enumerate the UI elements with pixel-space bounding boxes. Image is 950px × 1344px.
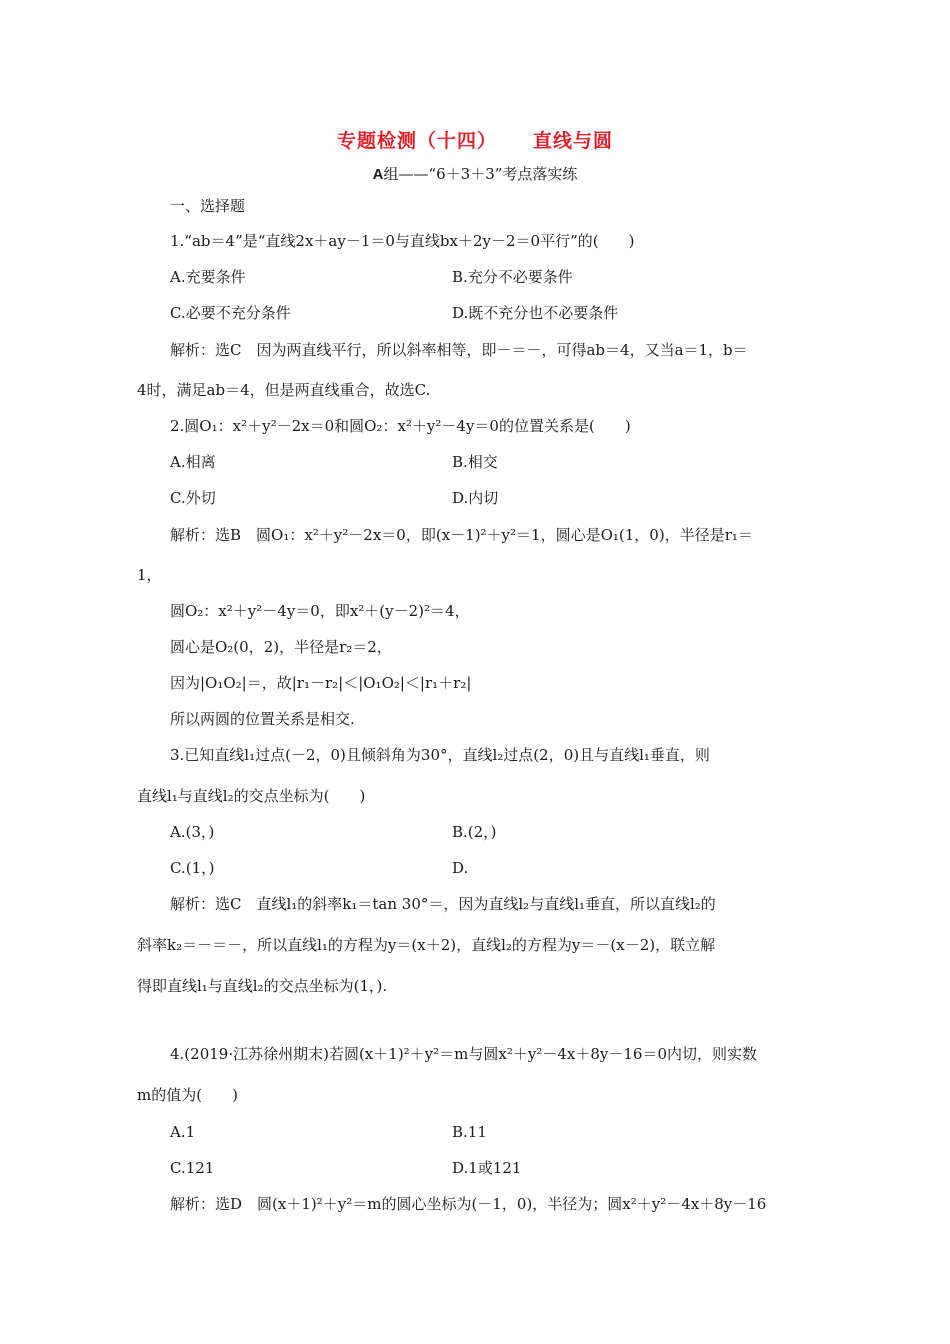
q2-option-a: A.相离 — [170, 453, 216, 471]
q1-stem: 1.“ab＝4”是“直线2x＋ay－1＝0与直线bx＋2y－2＝0平行”的( ) — [170, 232, 635, 250]
q3-solution-line: 得即直线l₁与直线l₂的交点坐标为(1，). — [137, 977, 388, 995]
q2-solution-line: 所以两圆的位置关系是相交. — [170, 710, 355, 728]
q1-solution-line: 4时，满足ab＝4，但是两直线重合，故选C. — [137, 381, 431, 399]
q1-option-b: B.充分不必要条件 — [452, 268, 573, 286]
q2-solution-line: 圆心是O₂(0，2)，半径是r₂＝2， — [170, 638, 392, 656]
q3-solution-line: 斜率k₂＝－＝－，所以直线l₁的方程为y＝(x＋2)，直线l₂的方程为y＝－(x－2)，联立解 — [137, 936, 716, 954]
q3-option-c: C.(1，) — [170, 859, 215, 877]
page-title: 专题检测（十四） 直线与圆 — [336, 130, 614, 152]
q3-option-b: B.(2，) — [452, 823, 497, 841]
q2-solution-line: 因为|O₁O₂|＝，故|r₁－r₂|＜|O₁O₂|＜|r₁＋r₂| — [170, 674, 472, 692]
q2-option-c: C.外切 — [170, 489, 216, 507]
q1-option-c: C.必要不充分条件 — [170, 304, 291, 322]
q4-stem: 4.(2019·江苏徐州期末)若圆(x＋1)²＋y²＝m与圆x²＋y²－4x＋8y－16＝0内切，则实数 — [170, 1045, 758, 1063]
q2-option-b: B.相交 — [452, 453, 498, 471]
q4-solution-line: 解析：选D 圆(x＋1)²＋y²＝m的圆心坐标为(－1，0)，半径为；圆x²＋y²－4x＋8y－16 — [170, 1195, 767, 1213]
q4-stem: m的值为( ) — [137, 1086, 238, 1104]
q2-solution-line: 1， — [137, 566, 162, 584]
q3-stem: 直线l₁与直线l₂的交点坐标为( ) — [137, 787, 366, 805]
q4-option-d: D.1或121 — [452, 1159, 522, 1177]
q3-solution-line: 解析：选C 直线l₁的斜率k₁＝tan 30°＝，因为直线l₂与直线l₁垂直，所以直线l₂的 — [170, 895, 716, 913]
q1-option-d: D.既不充分也不必要条件 — [452, 304, 619, 322]
q4-option-a: A.1 — [170, 1123, 196, 1141]
q4-option-b: B.11 — [452, 1123, 487, 1141]
q2-solution-line: 解析：选B 圆O₁：x²＋y²－2x＝0，即(x－1)²＋y²＝1，圆心是O₁(1，0)，半径是r₁＝ — [170, 526, 753, 544]
q1-option-a: A.充要条件 — [170, 268, 246, 286]
q3-stem: 3.已知直线l₁过点(－2，0)且倾斜角为30°，直线l₂过点(2，0)且与直线l₁垂直，则 — [170, 746, 710, 764]
q3-option-a: A.(3，) — [170, 823, 215, 841]
q1-solution-line: 解析：选C 因为两直线平行，所以斜率相等，即－＝－，可得ab＝4，又当a＝1，b＝ — [170, 341, 748, 359]
q2-option-d: D.内切 — [452, 489, 499, 507]
q3-option-d: D. — [452, 859, 469, 877]
section-heading: 一、选择题 — [170, 197, 246, 215]
q4-option-c: C.121 — [170, 1159, 215, 1177]
q2-solution-line: 圆O₂：x²＋y²－4y＝0，即x²＋(y－2)²＝4， — [170, 602, 470, 620]
page-subtitle: A组——“6＋3＋3”考点落实练 — [372, 165, 578, 183]
q2-stem: 2.圆O₁：x²＋y²－2x＝0和圆O₂：x²＋y²－4y＝0的位置关系是( ) — [170, 417, 631, 435]
